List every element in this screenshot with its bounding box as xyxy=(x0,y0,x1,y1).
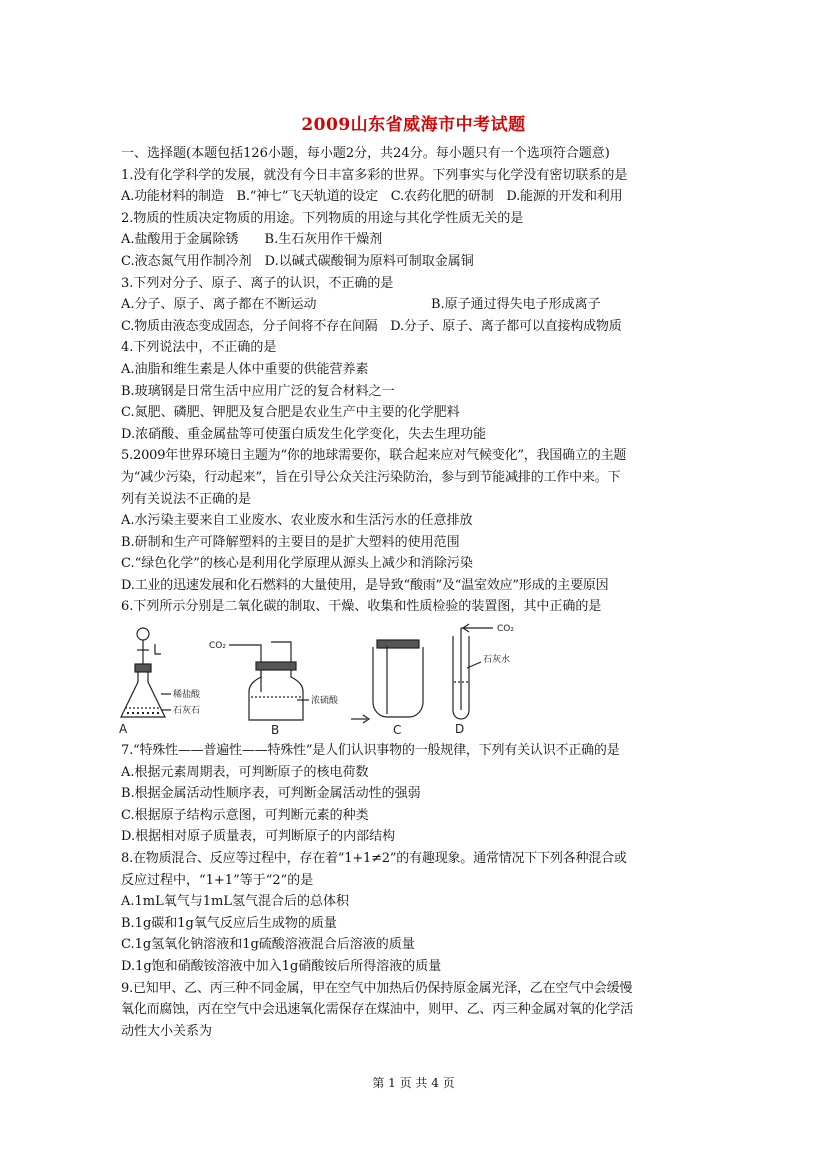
text-line: 6.下列所示分别是二氧化碳的制取、干燥、收集和性质检验的装置图，其中正确的是 xyxy=(121,599,602,615)
label-limewater: 石灰水 xyxy=(483,655,511,666)
apparatus-figure xyxy=(121,622,721,737)
text-line: 5.2009年世界环境日主题为“你的地球需要你，联合起来应对气候变化”，我国确立的主题 xyxy=(121,448,627,464)
document-body xyxy=(121,143,721,1042)
text-line: 3.下列对分子、原子、离子的认识，不正确的是 xyxy=(121,275,394,291)
text-line: B.根据金属活动性顺序表，可判断金属活动性的强弱 xyxy=(121,786,421,802)
text-line: 9.已知甲、乙、丙三种不同金属，甲在空气中加热后仍保持原金属光泽，乙在空气中会缓慢 xyxy=(121,980,633,996)
apparatus-c xyxy=(351,640,423,737)
text-line: B.研制和生产可降解塑料的主要目的是扩大塑料的使用范围 xyxy=(121,534,460,550)
text-line: A.水污染主要来自工业废水、农业废水和生活污水的任意排放 xyxy=(121,513,473,529)
text-line: C.物质由液态变成固态，分子间将不存在间隔 D.分子、原子、离子都可以直接构成物质 xyxy=(121,318,622,334)
label-h2so4: 浓硫酸 xyxy=(311,696,339,707)
text-line: 8.在物质混合、反应等过程中，存在着“1+1≠2”的有趣现象。通常情况下下列各种混合或 xyxy=(121,851,627,867)
text-line: 1.没有化学科学的发展，就没有今日丰富多彩的世界。下列事实与化学没有密切联系的是 xyxy=(121,167,628,183)
option-b: B.原子通过得失电子形成离子 xyxy=(431,297,601,313)
text-line: 7.“特殊性——普遍性——特殊性”是人们认识事物的一般规律，下列有关认识不正确的是 xyxy=(121,743,620,759)
text-line: 列有关说法不正确的是 xyxy=(121,491,252,507)
text-line: C.“绿色化学”的核心是利用化学原理从源头上减少和消除污染 xyxy=(121,556,473,572)
apparatus-a xyxy=(119,628,201,736)
option-a: A.分子、原子、离子都在不断运动 xyxy=(121,297,317,313)
text-line: A.盐酸用于金属除锈 B.生石灰用作干燥剂 xyxy=(121,232,383,248)
text-line: D.工业的迅速发展和化石燃料的大量使用，是导致“酸雨”及“温室效应”形成的主要原因 xyxy=(121,577,609,593)
label-c: C xyxy=(393,723,402,738)
label-acid: 稀盐酸 xyxy=(173,690,201,701)
text-line: 动性大小关系为 xyxy=(121,1023,213,1039)
text-line: C.根据原子结构示意图，可判断元素的种类 xyxy=(121,807,369,823)
apparatus-b xyxy=(209,641,339,737)
label-a: A xyxy=(119,722,128,737)
text-line: 4.下列说法中，不正确的是 xyxy=(121,340,277,356)
label-b: B xyxy=(271,723,280,738)
text-line: 一、选择题(本题包括126小题，每小题2分，共24分。每小题只有一个选项符合题意) xyxy=(121,146,610,161)
label-stone: 石灰石 xyxy=(173,706,201,717)
text-line: D.1g饱和硝酸铵溶液中加入1g硝酸铵后所得溶液的质量 xyxy=(121,959,442,974)
page-footer: 第 1 页 共 4 页 xyxy=(372,1076,455,1090)
text-line: C.氮肥、磷肥、钾肥及复合肥是农业生产中主要的化学肥料 xyxy=(121,405,460,421)
text-line: B.玻璃钢是日常生活中应用广泛的复合材料之一 xyxy=(121,383,395,399)
page-title: 2009山东省威海市中考试题 xyxy=(301,115,526,135)
text-line: C.液态氮气用作制冷剂 D.以碱式碳酸铜为原料可制取金属铜 xyxy=(121,253,474,269)
text-line: A.功能材料的制造 B.“神七”飞天轨道的设定 C.农药化肥的研制 D.能源的开发和利用 xyxy=(121,189,623,205)
text-line: C.1g氢氧化钠溶液和1g硫酸溶液混合后溶液的质量 xyxy=(121,937,415,953)
text-line: D.浓硝酸、重金属盐等可使蛋白质发生化学变化，失去生理功能 xyxy=(121,426,487,442)
text-line: 氧化而腐蚀，丙在空气中会迅速氧化需保存在煤油中，则甲、乙、丙三种金属对氧的化学活 xyxy=(121,1002,634,1018)
text-line: 为“减少污染，行动起来”，旨在引导公众关注污染防治，参与到节能减排的工作中来。下 xyxy=(121,469,621,485)
apparatus-diagram xyxy=(111,622,531,737)
text-line: A.油脂和维生素是人体中重要的供能营养素 xyxy=(121,361,369,377)
apparatus-d xyxy=(453,624,514,736)
text-line: 反应过程中，“1+1”等于“2”的是 xyxy=(121,872,314,888)
text-line: D.根据相对原子质量表，可判断原子的内部结构 xyxy=(121,829,396,845)
text-line: 2.物质的性质决定物质的用途。下列物质的用途与其化学性质无关的是 xyxy=(121,210,524,226)
label-co2-d: CO₂ xyxy=(497,624,514,635)
text-line: B.1g碳和1g氧气反应后生成物的质量 xyxy=(121,915,337,931)
label-co2-b: CO₂ xyxy=(209,641,226,652)
text-line: A.1mL氧气与1mL氢气混合后的总体积 xyxy=(121,894,349,910)
text-line: A.根据元素周期表，可判断原子的核电荷数 xyxy=(121,764,369,780)
text-line xyxy=(121,294,721,316)
label-d: D xyxy=(455,722,465,737)
